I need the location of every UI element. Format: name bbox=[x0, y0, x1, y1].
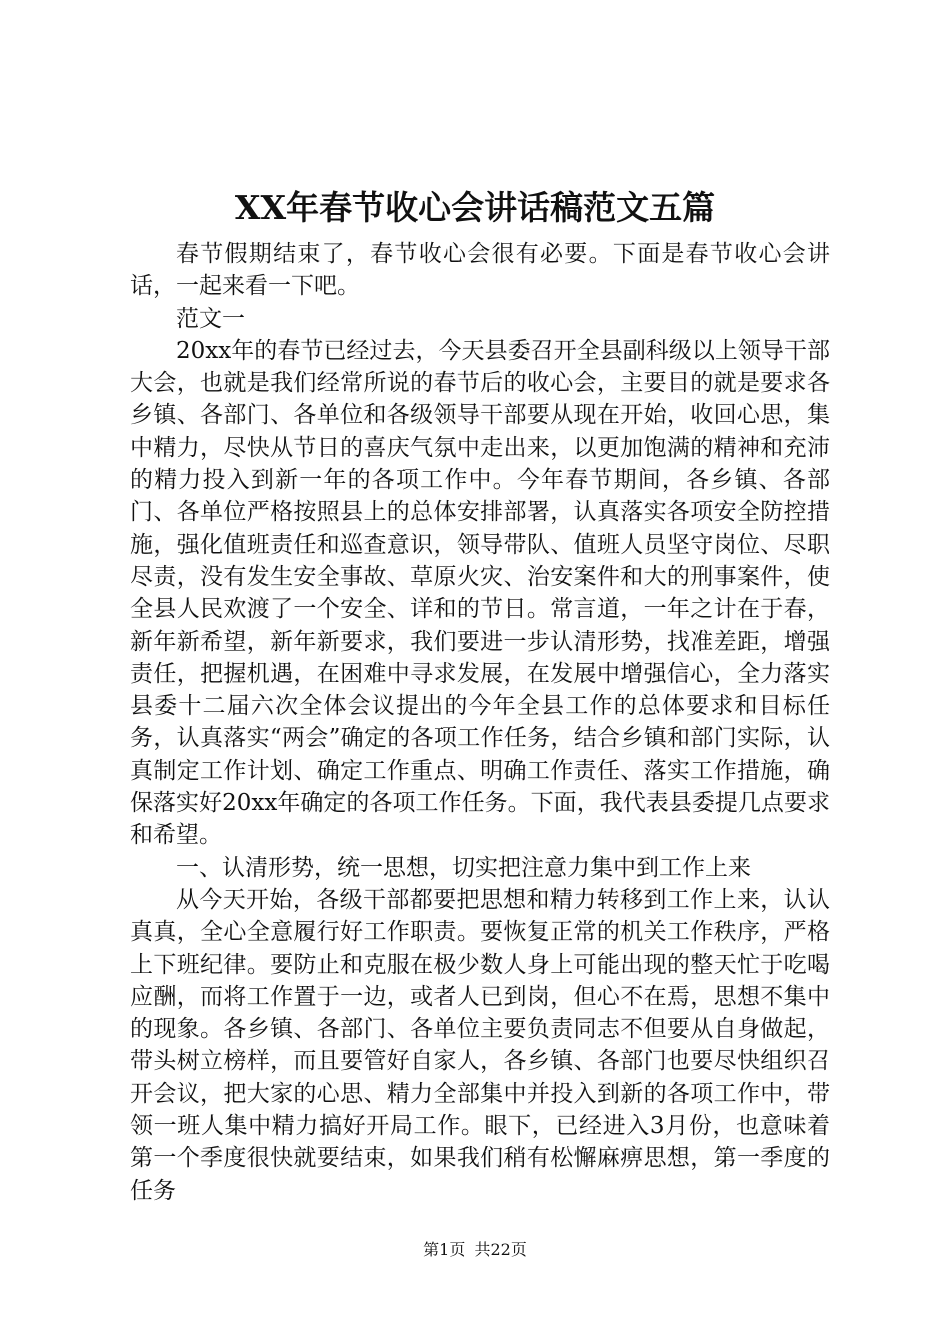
document-body bbox=[130, 238, 830, 1207]
page-title: XX年春节收心会讲话稿范文五篇 bbox=[234, 188, 716, 227]
paragraph-subheading: 一、认清形势，统一思想，切实把注意力集中到工作上来 bbox=[176, 854, 751, 881]
paragraph-intro: 春节假期结束了，春节收心会很有必要。下面是春节收心会讲话，一起来看一下吧。 bbox=[130, 241, 830, 300]
paragraph-body: 20xx年的春节已经过去，今天县委召开全县副科级以上领导干部大会，也就是我们经常所说的春节后的收心会，主要目的就是要求各乡镇、各部门、各单位和各级领导干部要从现在开始，收回心思，集中精力，尽快从节日的喜庆气氛中走出来，以更加饱满的精神和充沛的精力投入到新一年的各项工作中。今年春节期间，各乡镇、各部门、各单位严格按照县上的总体安排部署，认真落实各项安全防控措施，强化值班责任和巡查意识，领导带队、值班人员坚守岗位、尽职尽责，没有发生安全事故、草原火灾、治安案件和大的刑事案件，使全县人民欢渡了一个安全、详和的节日。常言道，一年之计在于春，新年新希望，新年新要求，我们要进一步认清形势，找准差距，增强责任，把握机遇，在困难中寻求发展，在发展中增强信心，全力落实县委十二届六次全体会议提出的今年全县工作的总体要求和目标任务，认真落实“两会”确定的各项工作任务，结合乡镇和部门实际，认真制定工作计划、确定工作重点、明确工作责任、落实工作措施，确保落实好20xx年确定的各项工作任务。下面，我代表县委提几点要求和希望。 bbox=[130, 337, 830, 849]
page-total: 共22页 bbox=[474, 1240, 527, 1259]
paragraph-section-heading: 范文一 bbox=[176, 305, 245, 332]
page-footer bbox=[0, 1240, 950, 1260]
page-number: 第1页 bbox=[423, 1240, 466, 1259]
paragraph-body: 从今天开始，各级干部都要把思想和精力转移到工作上来，认认真真，全心全意履行好工作职责。要恢复正常的机关工作秩序，严格上下班纪律。要防止和克服在极少数人身上可能出现的整天忙于吃喝应酬，而将工作置于一边，或者人已到岗，但心不在焉，思想不集中的现象。各乡镇、各部门、各单位主要负责同志不但要从自身做起，带头树立榜样，而且要管好自家人，各乡镇、各部门也要尽快组织召开会议，把大家的心思、精力全部集中并投入到新的各项工作中，带领一班人集中精力搞好开局工作。眼下，已经进入3月份，也意味着第一个季度很快就要结束，如果我们稍有松懈麻痹思想，第一季度的任务 bbox=[130, 886, 830, 1204]
